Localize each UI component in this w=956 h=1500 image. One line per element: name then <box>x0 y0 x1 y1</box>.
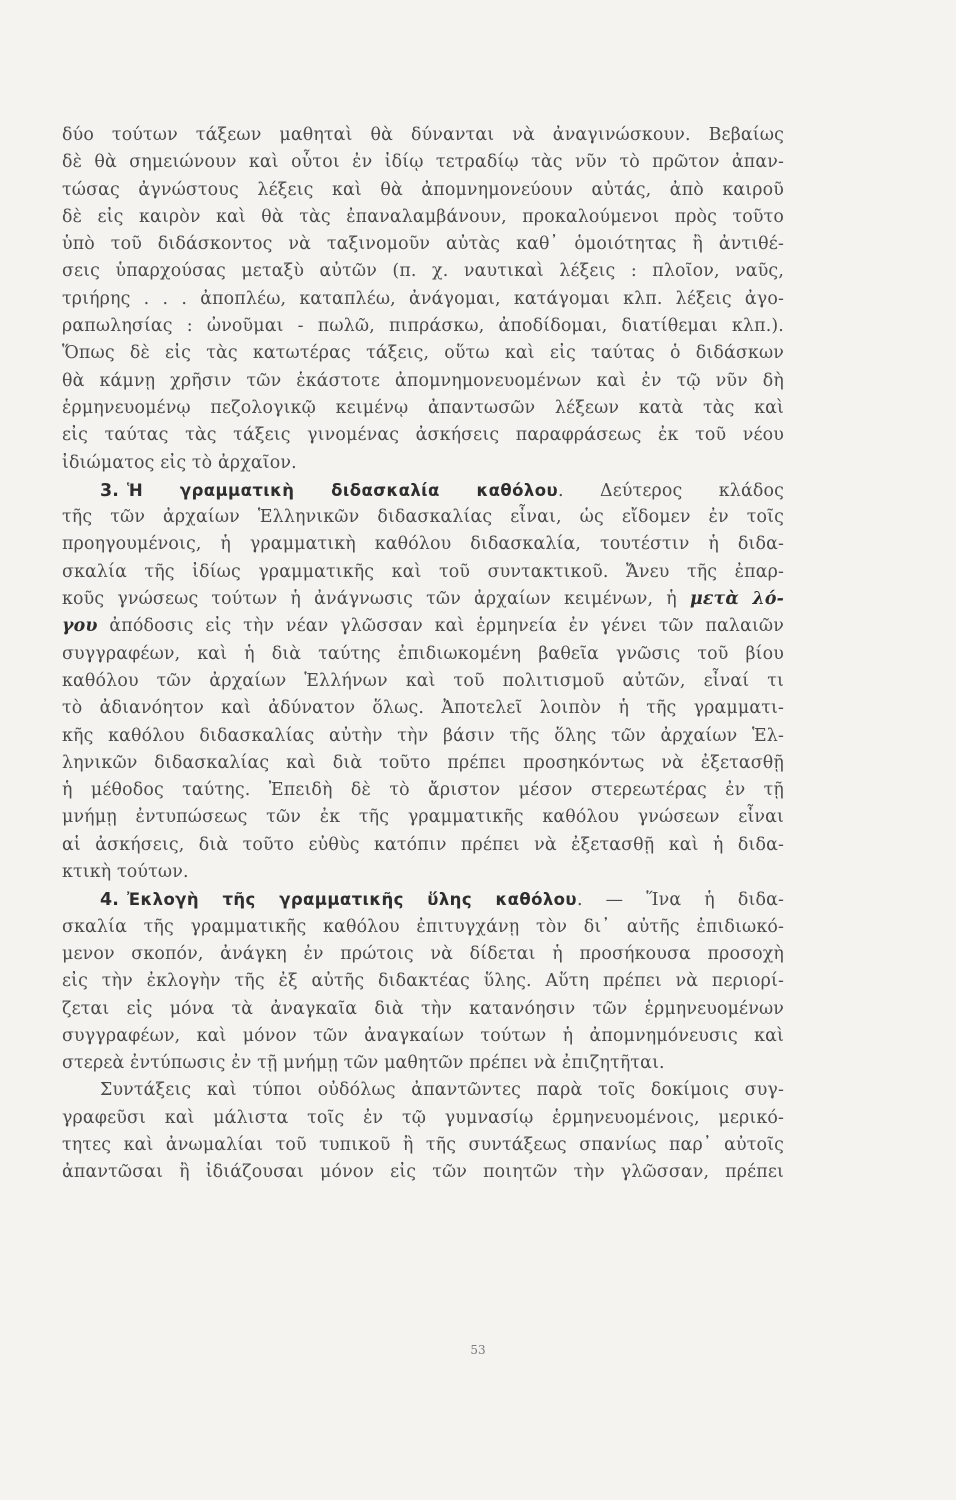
section-4-number: 4. <box>100 890 120 911</box>
text-line: Ὅπως δὲ εἰς τὰς κατωτέρας τάξεις, οὕτω καὶ εἰς ταύτας ὁ διδάσκων <box>62 343 784 364</box>
section-4-heading: Ἐκλογὴ τῆς γραμματικῆς ὕλης καθόλου <box>127 890 577 910</box>
section-3-heading-rest: . Δεύτερος κλάδος <box>558 480 784 501</box>
text-line: αἱ ἀσκήσεις, διὰ τοῦτο εὐθὺς κατόπιν πρέπει νὰ ἐξετασθῇ καὶ ἡ διδα- <box>62 834 784 855</box>
text-line: καθόλου τῶν ἀρχαίων Ἑλλήνων καὶ τοῦ πολιτισμοῦ αὐτῶν, εἶναί τι <box>62 670 784 691</box>
emphasis-text: γου <box>62 616 98 637</box>
text-line: συγγραφέων, καὶ ἡ διὰ ταύτης ἐπιδιωκομένη βαθεῖα γνῶσις τοῦ βίου <box>62 643 784 664</box>
text-line: θὰ κάμνῃ χρῆσιν τῶν ἑκάστοτε ἀπομνημονευομένων καὶ ἐν τῷ νῦν δὴ <box>62 370 784 391</box>
section-3-heading-line <box>62 477 784 504</box>
body-text <box>62 122 784 1187</box>
text-line <box>62 586 784 613</box>
text-line: σκαλία τῆς ἰδίως γραμματικῆς καὶ τοῦ συντακτικοῦ. Ἄνευ τῆς ἐπαρ- <box>62 561 784 582</box>
text-line: δύο τούτων τάξεων μαθηταὶ θὰ δύνανται νὰ ἀναγινώσκουν. Βεβαίως <box>62 125 784 145</box>
text-line: δὲ θὰ σημειώνουν καὶ οὗτοι ἐν ἰδίῳ τετραδίῳ τὰς νῦν τὸ πρῶτον ἀπαν- <box>62 152 784 173</box>
text-line: ὑπὸ τοῦ διδάσκοντος νὰ ταξινομοῦν αὐτὰς καθ᾽ ὁμοιότητας ἢ ἀντιθέ- <box>62 234 784 255</box>
text-line: ληνικῶν διδασκαλίας καὶ διὰ τοῦτο πρέπει προσηκόντως νὰ ἐξετασθῇ <box>62 752 784 773</box>
text-line: ἡ μέθοδος ταύτης. Ἐπειδὴ δὲ τὸ ἄριστον μέσον στερεωτέρας ἐν τῇ <box>62 780 784 801</box>
text-line: τητες καὶ ἀνωμαλίαι τοῦ τυπικοῦ ἢ τῆς συντάξεως σπανίως παρ᾽ αὐτοῖς <box>62 1134 784 1155</box>
text-line: τώσας ἀγνώστους λέξεις καὶ θὰ ἀπομνημονεύουν αὐτάς, ἀπὸ καιροῦ <box>62 179 784 200</box>
text-line: συγγραφέων, καὶ μόνον τῶν ἀναγκαίων τούτων ἡ ἀπομνημόνευσις καὶ <box>62 1025 784 1046</box>
text-segment: κοῦς γνώσεως τούτων ἡ ἀνάγνωσις τῶν ἀρχαίων κειμένων, ἡ <box>62 589 677 610</box>
text-line: δὲ εἰς καιρὸν καὶ θὰ τὰς ἐπαναλαμβάνουν, προκαλούμενοι πρὸς τοῦτο <box>62 206 784 227</box>
text-line: ἰδιώματος εἰς τὸ ἀρχαῖον. <box>62 452 297 473</box>
text-line: κῆς καθόλου διδασκαλίας αὐτὴν τὴν βάσιν τῆς ὅλης τῶν ἀρχαίων Ἑλ- <box>62 725 784 746</box>
page-number: 53 <box>470 1343 486 1357</box>
section-4-heading-rest: . — Ἵνα ἡ διδα- <box>576 890 784 911</box>
text-line: ἀπαντῶσαι ἢ ἰδιάζουσαι μόνον εἰς τῶν ποιητῶν τὴν γλῶσσαν, πρέπει <box>62 1162 784 1183</box>
text-line: κτικὴ τούτων. <box>62 862 189 883</box>
text-line: εἰς τὴν ἐκλογὴν τῆς ἐξ αὐτῆς διδακτέας ὕλης. Αὕτη πρέπει νὰ περιορί- <box>62 971 784 992</box>
text-line: μενον σκοπόν, ἀνάγκη ἐν πρώτοις νὰ δίδεται ἡ προσήκουσα προσοχὴ <box>62 943 784 964</box>
text-line: σεις ὑπαρχούσας μεταξὺ αὐτῶν (π. χ. ναυτικαὶ λέξεις : πλοῖον, ναῦς, <box>62 261 784 282</box>
text-line: Συντάξεις καὶ τύποι οὐδόλως ἀπαντῶντες παρὰ τοῖς δοκίμοις συγ- <box>100 1080 784 1101</box>
text-line: μνήμῃ ἐντυπώσεως τῶν ἐκ τῆς γραμματικῆς καθόλου γνώσεων εἶναι <box>62 807 784 828</box>
text-line: προηγουμένοις, ἡ γραμματικὴ καθόλου διδασκαλία, τουτέστιν ἡ διδα- <box>62 534 784 555</box>
text-line: ζεται εἰς μόνα τὰ ἀναγκαῖα διὰ τὴν κατανόησιν τῶν ἑρμηνευομένων <box>62 998 784 1019</box>
text-line: στερεὰ ἐντύπωσις ἐν τῇ μνήμῃ τῶν μαθητῶν πρέπει νὰ ἐπιζητῆται. <box>62 1053 665 1074</box>
section-3-number: 3. <box>100 480 120 501</box>
text-line: τῆς τῶν ἀρχαίων Ἑλληνικῶν διδασκαλίας εἶναι, ὡς εἴδομεν ἐν τοῖς <box>62 507 784 528</box>
text-line: τριήρης . . . ἀποπλέω, καταπλέω, ἀνάγομαι, κατάγομαι κλπ. λέξεις ἀγο- <box>62 288 784 309</box>
text-line: εἰς ταύτας τὰς τάξεις γινομένας ἀσκήσεις παραφράσεως ἐκ τοῦ νέου <box>62 425 784 446</box>
section-3-heading: Ἡ γραμματικὴ διδασκαλία καθόλου <box>127 480 558 500</box>
text-line <box>62 613 784 640</box>
section-4-heading-line <box>62 886 784 913</box>
text-line: ἑρμηνευομένῳ πεζολογικῷ κειμένῳ ἀπαντωσῶν λέξεων κατὰ τὰς καὶ <box>62 397 784 418</box>
text-segment: ἀπόδοσις εἰς τὴν νέαν γλῶσσαν καὶ ἑρμηνεία ἐν γένει τῶν παλαιῶν <box>109 616 784 637</box>
text-line: σκαλία τῆς γραμματικῆς καθόλου ἐπιτυγχάνῃ τὸν δι᾽ αὐτῆς ἐπιδιωκό- <box>62 916 784 937</box>
text-line: γραφεῦσι καὶ μάλιστα τοῖς ἐν τῷ γυμνασίῳ ἑρμηνευομένοις, μερικό- <box>62 1107 784 1128</box>
emphasis-text: μετὰ λό- <box>689 589 784 610</box>
text-line: τὸ ἀδιανόητον καὶ ἀδύνατον ὅλως. Ἀποτελεῖ λοιπὸν ἡ τῆς γραμματι- <box>62 698 784 719</box>
text-line: ραπωλησίας : ὠνοῦμαι - πωλῶ, πιπράσκω, ἀποδίδομαι, διατίθεμαι κλπ.). <box>62 316 784 337</box>
